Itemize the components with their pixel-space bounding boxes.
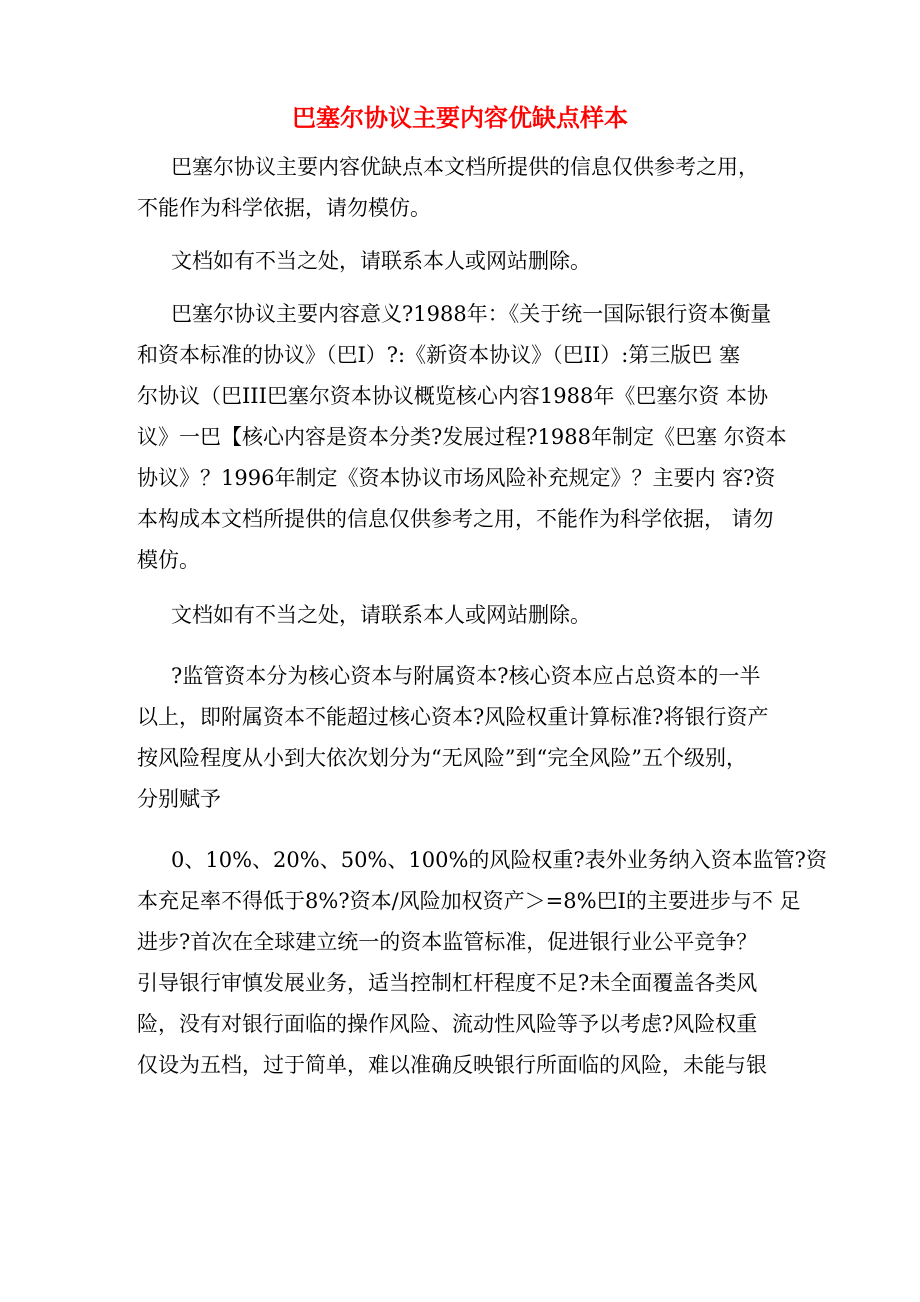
text-line: 进步?首次在全球建立统一的资本监管标准，促进银行业公平竞争？ (137, 930, 758, 954)
text-line: 议》一巴【核心内容是资本分类?发展过程?1988年制定《巴塞 尔资本 (137, 425, 787, 449)
paragraph-capital (137, 656, 795, 820)
text-line: 巴塞尔协议主要内容优缺点本文档所提供的信息仅供参考之用， (171, 155, 759, 179)
text-line: 和资本标准的协议》（巴I）?:《新资本协议》（巴II）:第三版巴 塞 (137, 343, 740, 367)
text-line: 险，没有对银行面临的操作风险、流动性风险等予以考虑?风险权重 (137, 1012, 758, 1036)
text-line: 文档如有不当之处，请联系本人或网站删除。 (171, 603, 591, 627)
paragraph-risk-weights (137, 840, 827, 1086)
text-line: 尔协议（巴III巴塞尔资本协议概览核心内容1988年《巴塞尔资 本协 (137, 384, 769, 408)
paragraph-contact-repeat (137, 595, 795, 636)
text-line: 0、10%、20%、50%、100%的风险权重?表外业务纳入资本监管?资 (171, 848, 827, 872)
text-line: 以上，即附属资本不能超过核心资本?风险权重计算标准?将银行资产 (137, 705, 769, 729)
text-line: 模仿。 (137, 548, 200, 572)
text-line: 仅设为五档，过于简单，难以准确反映银行所面临的风险，未能与银 (137, 1053, 767, 1077)
text-line: 不能作为科学依据，请勿模仿。 (137, 196, 431, 220)
text-line: 按风险程度从小到大依次划分为“无风险”到“完全风险”五个级别， (137, 746, 747, 770)
text-line: 本充足率不得低于8%?资本/风险加权资产＞=8%巴I的主要进步与不 足 (137, 889, 801, 913)
paragraph-contact (137, 241, 795, 282)
text-line: ?监管资本分为核心资本与附属资本?核心资本应占总资本的一半 (171, 664, 761, 688)
paragraph-overview (137, 294, 795, 581)
paragraph-disclaimer (137, 147, 795, 229)
document-body (137, 147, 827, 1086)
text-line: 本构成本文档所提供的信息仅供参考之用，不能作为科学依据， 请勿 (137, 507, 774, 531)
document-title: 巴塞尔协议主要内容优缺点样本 (292, 103, 628, 132)
text-line: 引导银行审慎发展业务，适当控制杠杆程度不足?未全面覆盖各类风 (137, 971, 758, 995)
text-line: 文档如有不当之处，请联系本人或网站删除。 (171, 249, 591, 273)
text-line: 分别赋予 (137, 787, 221, 811)
text-line: 协议》？1996年制定《资本协议市场风险补充规定》？主要内 容?资 (137, 466, 776, 490)
text-line: 巴塞尔协议主要内容意义?1988年：《关于统一国际银行资本衡量 (171, 302, 772, 326)
